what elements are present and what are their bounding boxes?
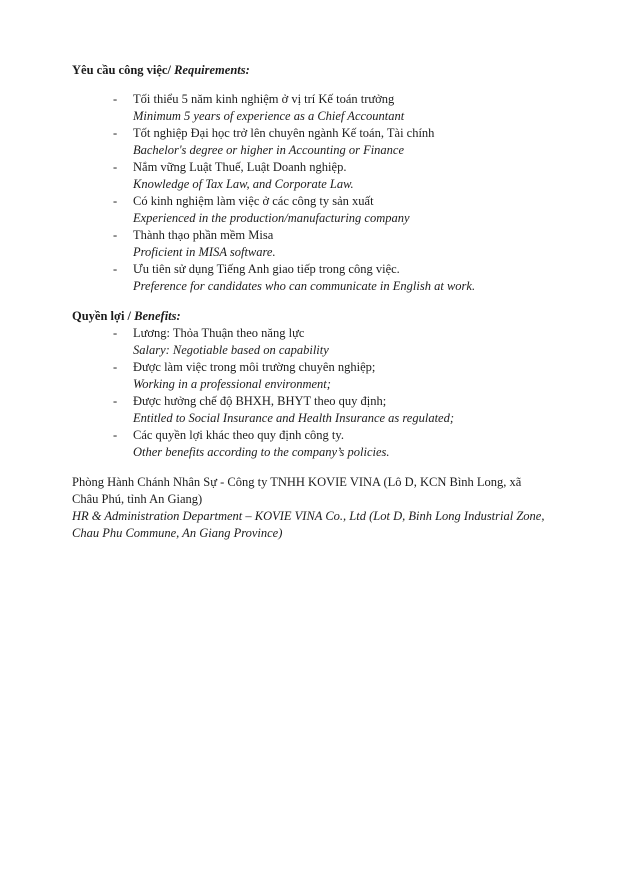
benefits-heading-vi: Quyền lợi / xyxy=(72,309,135,323)
requirements-heading xyxy=(72,62,548,79)
requirement-text-en: Knowledge of Tax Law, and Corporate Law. xyxy=(133,177,354,191)
bullet-dash: - xyxy=(113,228,118,242)
requirements-heading-vi: Yêu cầu công việc/ xyxy=(72,63,171,77)
benefit-item xyxy=(72,359,548,393)
bullet-dash: - xyxy=(113,360,118,374)
benefit-text-vi: Lương: Thỏa Thuận theo năng lực xyxy=(133,326,305,340)
requirement-item xyxy=(72,261,548,295)
requirements-list xyxy=(72,91,548,295)
requirement-text-en: Minimum 5 years of experience as a Chief Accountant xyxy=(133,109,405,123)
requirement-text-vi: Tối thiểu 5 năm kinh nghiệm ở vị trí Kế toán trưởng xyxy=(133,92,395,106)
benefits-heading-en: Benefits: xyxy=(134,309,181,323)
bullet-dash: - xyxy=(113,428,118,442)
requirement-text-vi: Tốt nghiệp Đại học trở lên chuyên ngành Kế toán, Tài chính xyxy=(133,126,435,140)
requirement-text-vi: Thành thạo phần mềm Misa xyxy=(133,228,274,242)
benefit-text-en: Other benefits according to the company’s policies. xyxy=(133,445,390,459)
bullet-dash: - xyxy=(113,160,118,174)
benefit-text-en: Salary: Negotiable based on capability xyxy=(133,343,329,357)
requirement-item xyxy=(72,91,548,125)
benefit-text-vi: Được làm việc trong môi trường chuyên nghiệp; xyxy=(133,360,376,374)
contact-text-vi: Phòng Hành Chánh Nhân Sự - Công ty TNHH KOVIE VINA (Lô D, KCN Bình Long, xã Châu Phú, tỉnh An Giang) xyxy=(72,475,522,506)
bullet-dash: - xyxy=(113,262,118,276)
requirement-item xyxy=(72,193,548,227)
benefits-heading xyxy=(72,308,548,325)
requirement-item xyxy=(72,125,548,159)
bullet-dash: - xyxy=(113,92,118,106)
contact-text-en: HR & Administration Department – KOVIE VINA Co., Ltd (Lot D, Binh Long Industrial Zone, Chau Phu Commune, An Giang Province) xyxy=(72,509,545,540)
bullet-dash: - xyxy=(113,394,118,408)
requirement-text-vi: Ưu tiên sử dụng Tiếng Anh giao tiếp trong công việc. xyxy=(133,262,400,276)
benefit-text-en: Working in a professional environment; xyxy=(133,377,331,391)
requirement-text-en: Proficient in MISA software. xyxy=(133,245,276,259)
requirement-text-en: Experienced in the production/manufacturing company xyxy=(133,211,410,225)
requirement-text-en: Bachelor's degree or higher in Accounting or Finance xyxy=(133,143,405,157)
bullet-dash: - xyxy=(113,194,118,208)
bullet-dash: - xyxy=(113,126,118,140)
requirement-text-vi: Có kinh nghiệm làm việc ở các công ty sản xuất xyxy=(133,194,374,208)
contact-paragraph xyxy=(72,474,548,542)
benefit-text-vi: Được hưởng chế độ BHXH, BHYT theo quy định; xyxy=(133,394,387,408)
bullet-dash: - xyxy=(113,326,118,340)
benefit-item xyxy=(72,393,548,427)
requirement-item xyxy=(72,227,548,261)
benefits-list xyxy=(72,325,548,461)
requirement-text-vi: Nắm vững Luật Thuế, Luật Doanh nghiệp. xyxy=(133,160,347,174)
requirement-text-en: Preference for candidates who can communicate in English at work. xyxy=(133,279,476,293)
benefit-text-vi: Các quyền lợi khác theo quy định công ty. xyxy=(133,428,344,442)
requirements-heading-en: Requirements: xyxy=(170,63,250,77)
requirement-item xyxy=(72,159,548,193)
benefit-text-en: Entitled to Social Insurance and Health Insurance as regulated; xyxy=(133,411,455,425)
benefit-item xyxy=(72,325,548,359)
benefit-item xyxy=(72,427,548,461)
